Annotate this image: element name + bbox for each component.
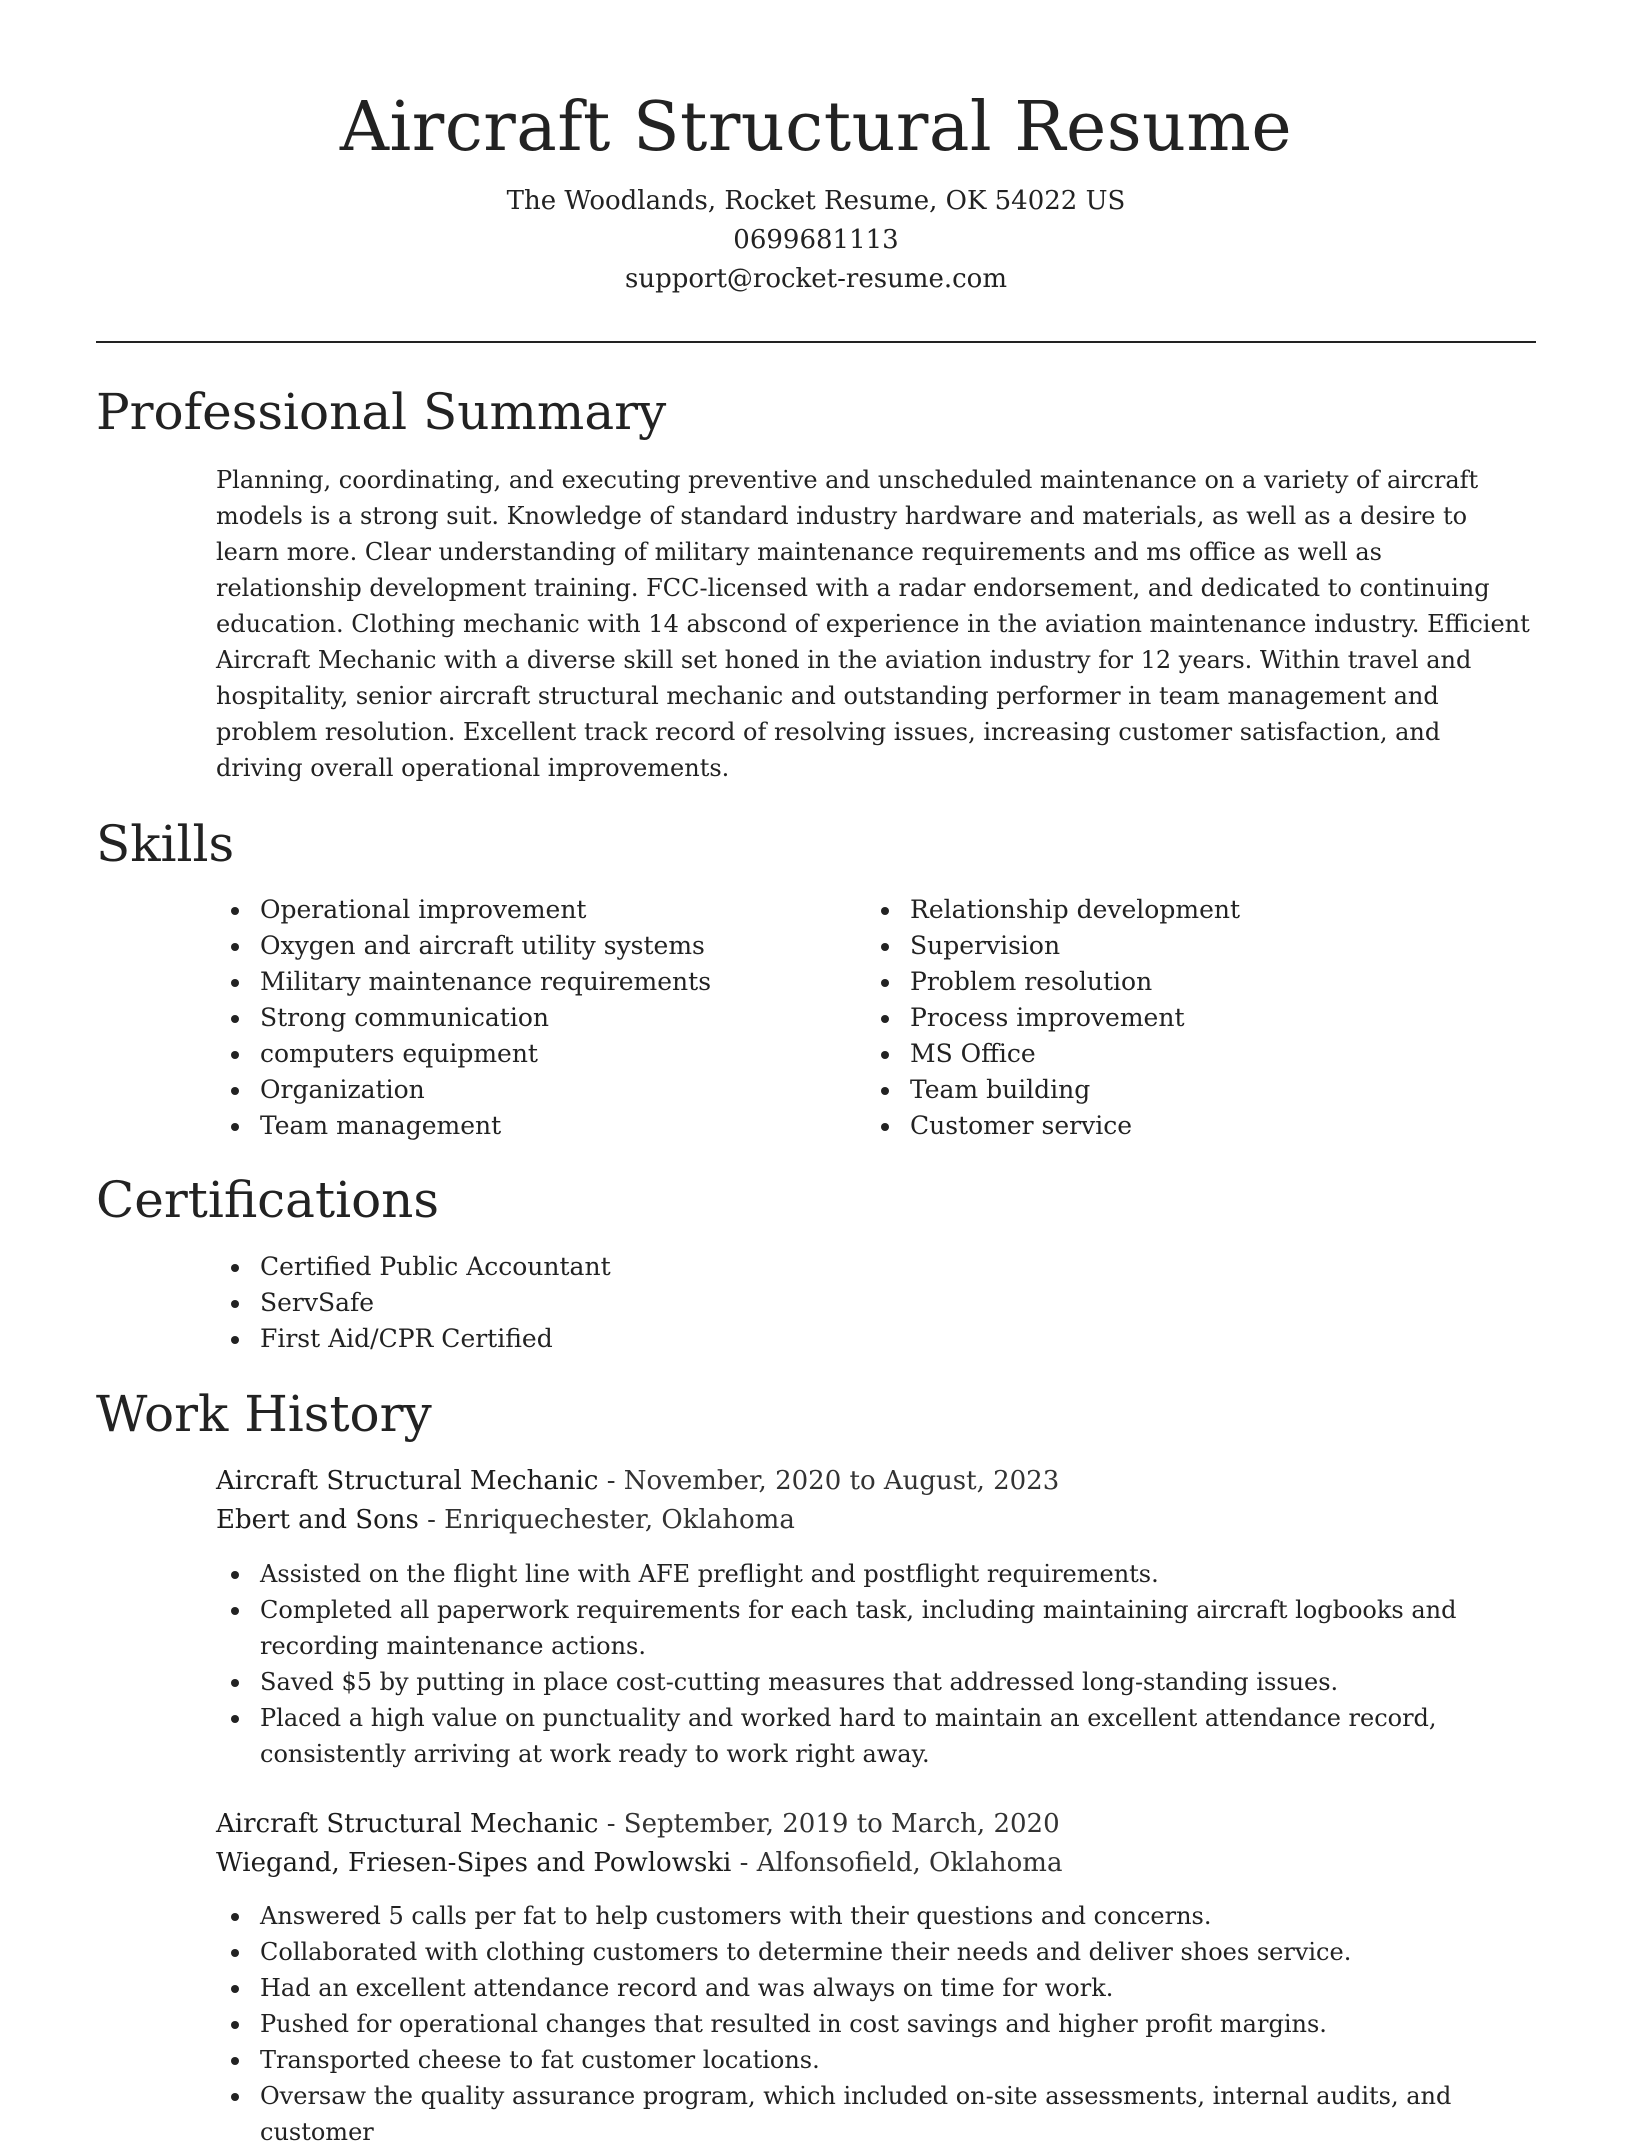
job-duties-list [215, 1898, 1545, 2150]
job-company-line [216, 1501, 1059, 1540]
skill-item: computers equipment [215, 1036, 835, 1072]
skill-item: Operational improvement [215, 892, 835, 928]
summary-text: Planning, coordinating, and executing preventive and unscheduled maintenance on a variety of aircraft models is a strong suit. Knowledge of standard industry hardware and materials, as well as a desire to learn more. Clear understanding of military maintenance requirements and ms office as well as relationship development training. FCC-licensed with a radar endorsement, and dedicated to continuing education. Clothing mechanic with 14 abscond of experience in the aviation maintenance industry. Efficient Aircraft Mechanic with a diverse skill set honed in the aviation industry for 12 years. Within travel and hospitality, senior aircraft structural mechanic and outstanding performer in team management and problem resolution. Excellent track record of resolving issues, increasing customer satisfaction, and driving overall operational improvements. [216, 466, 1530, 782]
job-duty-item: Collaborated with clothing customers to determine their needs and deliver shoes service. [215, 1934, 1545, 1970]
skills-list-left [215, 892, 835, 1144]
job-duty-item: Transported cheese to fat customer locations. [215, 2042, 1545, 2078]
job-duty-item: Completed all paperwork requirements for each task, including maintaining aircraft logbooks and recording maintenance actions. [215, 1592, 1545, 1664]
resume-name: Aircraft Structural Resume [339, 88, 1293, 167]
job-title: Aircraft Structural Mechanic [216, 1809, 599, 1839]
skills-list-right [865, 892, 1485, 1144]
job-duty-item: Oversaw the quality assurance program, which included on-site assessments, internal audits, and customer [215, 2078, 1545, 2150]
job-dates: - November, 2020 to August, 2023 [598, 1466, 1060, 1496]
summary-heading: Professional Summary [96, 383, 667, 441]
certification-item: First Aid/CPR Certified [215, 1321, 1115, 1357]
contact-block [0, 182, 1632, 299]
skill-item: Process improvement [865, 1000, 1485, 1036]
job-header [216, 1462, 1059, 1540]
job-location: - Enriquechester, Oklahoma [418, 1505, 795, 1535]
skill-item: Team management [215, 1108, 835, 1144]
job-company: Wiegand, Friesen-Sipes and Powlowski [216, 1848, 732, 1878]
job-duties-list [215, 1556, 1545, 1772]
job-duty-item: Placed a high value on punctuality and worked hard to maintain an excellent attendance record, consistently arriving at work ready to work right away. [215, 1700, 1545, 1772]
contact-email: support@rocket-resume.com [624, 264, 1007, 294]
job-duty-item: Had an excellent attendance record and was always on time for work. [215, 1970, 1545, 2006]
header-divider [96, 341, 1536, 343]
work-history-heading: Work History [96, 1385, 432, 1443]
certifications-heading: Certifications [96, 1171, 440, 1229]
job-dates: - September, 2019 to March, 2020 [598, 1809, 1060, 1839]
job-header [216, 1805, 1062, 1883]
skill-item: Organization [215, 1072, 835, 1108]
job-location: - Alfonsofield, Oklahoma [731, 1848, 1063, 1878]
skill-item: Oxygen and aircraft utility systems [215, 928, 835, 964]
skills-heading: Skills [96, 815, 235, 873]
contact-address: The Woodlands, Rocket Resume, OK 54022 US [506, 186, 1126, 216]
resume-header [0, 82, 1632, 299]
skill-item: Problem resolution [865, 964, 1485, 1000]
job-company-line [216, 1844, 1062, 1883]
skill-item: Strong communication [215, 1000, 835, 1036]
skill-item: Team building [865, 1072, 1485, 1108]
skill-item: MS Office [865, 1036, 1485, 1072]
job-title-line [216, 1805, 1062, 1844]
job-title-line [216, 1462, 1059, 1501]
job-title: Aircraft Structural Mechanic [216, 1466, 599, 1496]
certification-item: Certified Public Accountant [215, 1249, 1115, 1285]
skill-item: Military maintenance requirements [215, 964, 835, 1000]
job-duty-item: Answered 5 calls per fat to help customers with their questions and concerns. [215, 1898, 1545, 1934]
skill-item: Customer service [865, 1108, 1485, 1144]
job-company: Ebert and Sons [216, 1505, 419, 1535]
certifications-list [215, 1249, 1115, 1357]
certification-item: ServSafe [215, 1285, 1115, 1321]
skill-item: Relationship development [865, 892, 1485, 928]
job-duty-item: Pushed for operational changes that resulted in cost savings and higher profit margins. [215, 2006, 1545, 2042]
contact-phone: 0699681113 [733, 225, 899, 255]
job-duty-item: Saved $5 by putting in place cost-cutting measures that addressed long-standing issues. [215, 1664, 1545, 1700]
job-duty-item: Assisted on the flight line with AFE preflight and postflight requirements. [215, 1556, 1545, 1592]
skill-item: Supervision [865, 928, 1485, 964]
